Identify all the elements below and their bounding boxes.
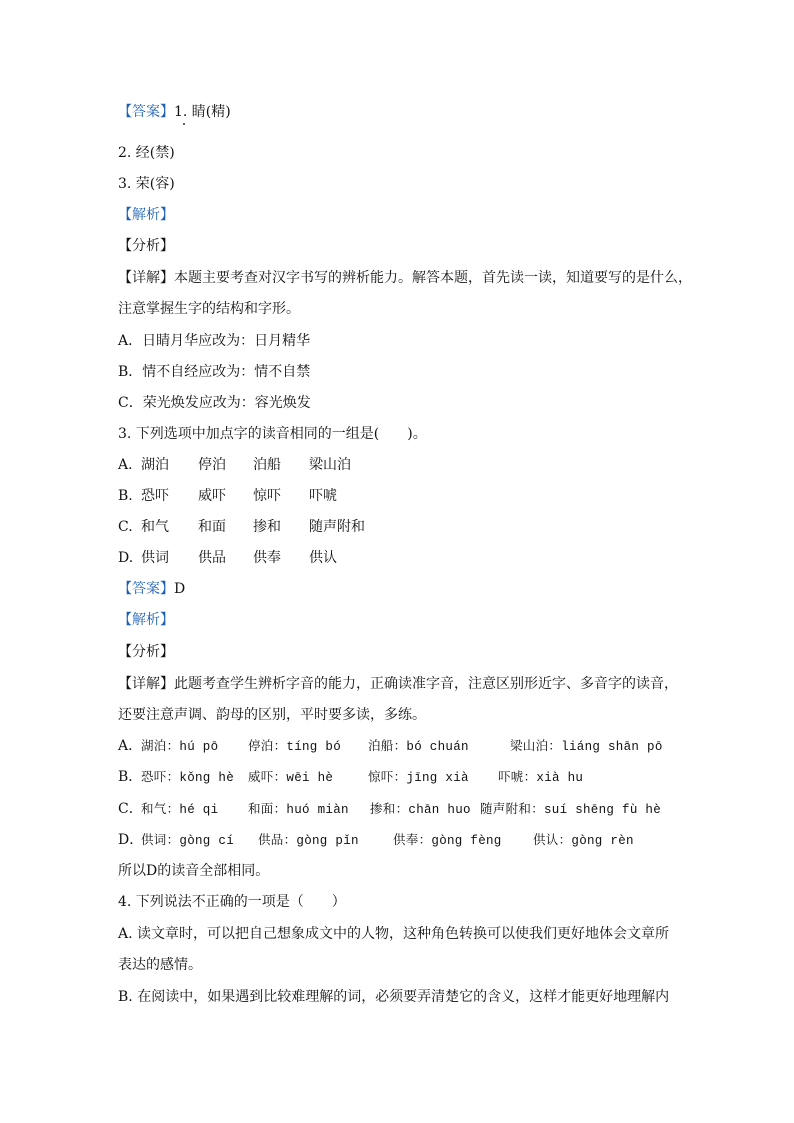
xiangjie-line-1 [118,674,678,694]
option-word: 掺和 [253,519,281,535]
q4-option-a-line-1: A. 读文章时，可以把自己想象成文中的人物，这种角色转换可以使我们更好地体会文章所 [118,926,670,942]
jiexi-heading: 【解析】 [118,207,174,223]
pinyin-item: 停泊：tíng bó [248,740,342,754]
option-word: 随声附和 [309,519,365,535]
row-letter: D． [118,832,144,848]
pinyin-item: 供品：gòng pǐn [258,834,359,848]
option-word: 供认 [309,550,337,566]
pinyin-item: 供认：gòng rèn [533,834,634,848]
option-word: 和气 [141,519,169,535]
row-letter: A． [118,738,143,754]
option-word: 停泊 [198,457,226,473]
correction-item: B．情不自经应改为：情不自禁 [118,364,311,380]
pinyin-item: 和面：huó miàn [248,803,349,817]
option-word: 恐吓 [141,488,169,504]
option-letter: C. [118,519,133,535]
xiangjie-text: 还要注意声调、韵母的区别，平时要多读，多练。 [118,707,426,723]
correction-item: C．荣光焕发应改为：容光焕发 [118,395,311,411]
xiangjie-text: 此题考查学生辨析字音的能力，正确读准字音，注意区别形近字、多音字的读音， [174,676,678,692]
answer1-line-1 [118,102,231,122]
emphasis-dot [183,123,185,125]
xiangjie-text: 本题主要考查对汉字书写的辨析能力。解答本题，首先读一读，知道要写的是什么， [174,270,692,286]
row-letter: B． [118,769,143,785]
option-word: 和面 [198,519,226,535]
jiexi-heading: 【解析】 [118,612,174,628]
q4-option-a-line-2: 表达的感情。 [118,957,202,973]
pinyin-item: 和气：hé qi [141,803,219,817]
question-3-stem: 3. 下列选项中加点字的读音相同的一组是( )。 [118,426,427,442]
pinyin-item: 泊船：bó chuán [368,740,469,754]
option-word: 泊船 [253,457,281,473]
q4-option-b-line-1: B. 在阅读中，如果遇到比较难理解的词，必须要弄清楚它的含义，这样才能更好地理解内 [118,989,670,1005]
pinyin-item: 湖泊：hú pō [141,740,219,754]
question-4-stem: 4. 下列说法不正确的一项是（ ） [118,894,346,910]
correction-item: A．日睛月华应改为：日月精华 [118,333,311,349]
pinyin-row-c [118,799,661,820]
option-letter: B. [118,488,133,504]
pinyin-item: 随声附和：suí shēng fù hè [480,803,662,817]
q3-answer-line [118,579,185,599]
pinyin-item: 梁山泊：liáng shān pō [510,740,663,754]
answer-tag: 【答案】 [118,581,174,597]
option-word: 惊吓 [253,488,281,504]
option-word: 供奉 [253,550,281,566]
xiangjie-text: 注意掌握生字的结构和字形。 [118,301,300,317]
pinyin-item: 供奉：gòng fèng [393,834,502,848]
pinyin-item: 供词：gòng cí [141,834,235,848]
answer-item: 1. 睛(精) [174,104,231,120]
answer-value: D [174,581,186,597]
pinyin-item: 吓唬：xià hu [498,771,584,785]
fenxi-heading: 【分析】 [118,238,174,254]
option-word: 供品 [198,550,226,566]
xiangjie-tag: 【详解】 [118,270,174,286]
xiangjie-tag: 【详解】 [118,676,174,692]
option-word: 梁山泊 [309,457,351,473]
q3-option-a [118,455,351,475]
option-word: 威吓 [198,488,226,504]
pinyin-row-a [118,736,663,757]
fenxi-heading: 【分析】 [118,644,174,660]
pinyin-item: 掺和：chān huo [370,803,471,817]
answer-item: 2. 经(禁) [118,145,175,161]
option-word: 湖泊 [141,457,169,473]
pinyin-row-b [118,767,583,788]
answer-tag: 【答案】 [118,104,174,120]
answer-item: 3. 荣(容) [118,176,175,192]
pinyin-item: 惊吓：jīng xià [368,771,469,785]
option-word: 吓唬 [309,488,337,504]
xiangjie-line-1 [118,268,692,288]
q3-option-b [118,486,337,506]
option-letter: D. [118,550,134,566]
option-word: 供词 [141,550,169,566]
pinyin-item: 威吓：wēi hè [248,771,334,785]
pinyin-item: 恐吓：kǒng hè [141,771,235,785]
conclusion-text: 所以D的读音全部相同。 [118,863,270,879]
row-letter: C． [118,801,143,817]
pinyin-row-d [118,830,634,851]
q3-option-d [118,548,337,568]
q3-option-c [118,517,365,537]
option-letter: A. [118,457,133,473]
